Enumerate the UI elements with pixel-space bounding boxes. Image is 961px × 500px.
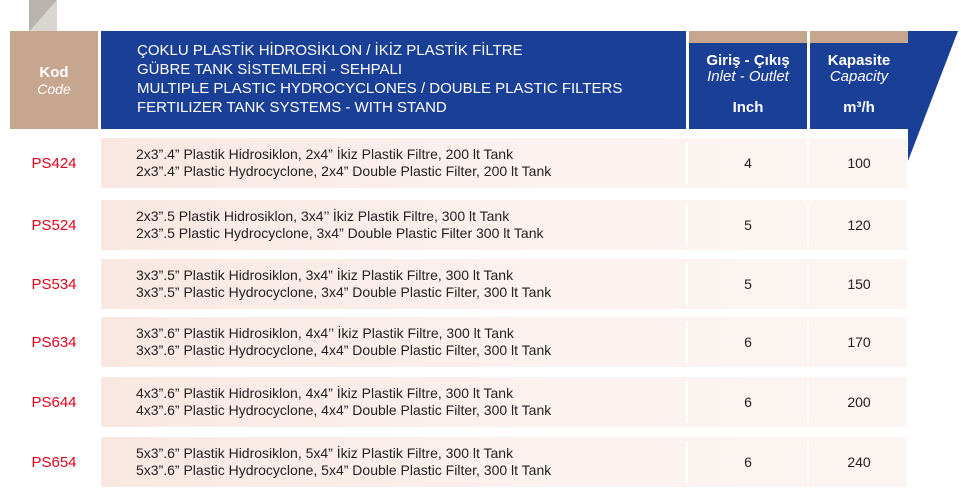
row-code: PS654 xyxy=(31,453,77,471)
description-column-header xyxy=(101,31,686,129)
row-description-tr: 5x3”.6” Plastik Hidrosiklon, 5x4” İkiz Plastik Filtre, 300 lt Tank xyxy=(136,445,514,461)
row-description xyxy=(136,146,551,180)
table-row xyxy=(0,259,961,309)
column-separator xyxy=(686,321,688,363)
row-inch: 4 xyxy=(744,155,752,171)
row-capacity: 200 xyxy=(847,394,871,410)
row-capacity: 150 xyxy=(847,276,871,292)
column-separator xyxy=(686,441,688,483)
row-description-tr: 3x3”.5” Plastik Hidrosiklon, 3x4” İkiz Plastik Filtre, 300 lt Tank xyxy=(136,267,514,283)
row-description-en: 2x3”.4” Plastic Hydrocyclone, 2x4” Double Plastic Filter, 200 lt Tank xyxy=(136,163,552,179)
row-capacity: 240 xyxy=(847,454,871,470)
column-separator xyxy=(807,142,809,184)
code-column-header xyxy=(10,31,98,129)
row-capacity: 100 xyxy=(847,155,871,171)
row-description-tr: 4x3”.6” Plastik Hidrosiklon, 4x4” İkiz Plastik Filtre, 300 lt Tank xyxy=(136,385,514,401)
io-header-tab xyxy=(689,31,807,43)
row-code: PS534 xyxy=(31,275,77,293)
row-description-en: 3x3”.6” Plastic Hydrocyclone, 4x4” Double Plastic Filter, 300 lt Tank xyxy=(136,342,552,358)
io-unit: Inch xyxy=(732,99,764,116)
row-description-tr: 2x3”.4” Plastik Hidrosiklon, 2x4” İkiz Plastik Filtre, 200 lt Tank xyxy=(136,146,514,162)
row-capacity: 120 xyxy=(847,217,871,233)
row-inch: 5 xyxy=(744,276,752,292)
table-row xyxy=(0,437,961,487)
column-separator xyxy=(686,381,688,423)
table-row xyxy=(0,377,961,427)
capacity-label-en: Capacity xyxy=(829,68,889,85)
column-separator xyxy=(807,321,809,363)
table-row xyxy=(0,317,961,367)
capacity-header-tab xyxy=(810,31,908,43)
table-row xyxy=(0,200,961,250)
row-description-en: 4x3”.6” Plastic Hydrocyclone, 4x4” Double Plastic Filter, 300 lt Tank xyxy=(136,402,552,418)
row-description-tr: 3x3”.6” Plastik Hidrosiklon, 4x4’’ İkiz Plastik Filtre, 300 lt Tank xyxy=(136,325,514,341)
column-separator xyxy=(807,204,809,246)
row-description-en: 3x3”.5” Plastic Hydrocyclone, 3x4” Double Plastic Filter, 300 lt Tank xyxy=(136,284,552,300)
row-code: PS634 xyxy=(31,333,77,351)
row-description xyxy=(136,445,551,479)
row-code: PS424 xyxy=(31,154,77,172)
capacity-unit: m³/h xyxy=(843,99,875,116)
row-capacity: 170 xyxy=(847,334,871,350)
row-description xyxy=(136,267,551,301)
column-separator xyxy=(807,263,809,305)
io-label-en: Inlet - Outlet xyxy=(707,68,789,85)
capacity-label: Kapasite xyxy=(827,52,891,69)
column-separator xyxy=(686,263,688,305)
description-line-4: FERTILIZER TANK SYSTEMS - WITH STAND xyxy=(137,99,447,116)
capacity-column-header xyxy=(810,31,908,129)
row-inch: 6 xyxy=(744,334,752,350)
row-description-en: 2x3”.5 Plastic Hydrocyclone, 3x4” Double Plastic Filter 300 lt Tank xyxy=(136,225,544,241)
table-row xyxy=(0,138,961,188)
inlet-outlet-column-header xyxy=(689,31,807,129)
code-label-en: Code xyxy=(37,80,71,97)
row-code: PS644 xyxy=(31,393,77,411)
code-label: Kod xyxy=(39,63,69,81)
row-description-en: 5x3”.6” Plastic Hydrocyclone, 5x4” Double Plastic Filter, 300 lt Tank xyxy=(136,462,552,478)
description-line-3: MULTIPLE PLASTIC HYDROCYCLONES / DOUBLE PLASTIC FILTERS xyxy=(137,80,623,97)
description-line-1: ÇOKLU PLASTİK HİDROSİKLON / İKİZ PLASTİK FİLTRE xyxy=(137,42,523,59)
io-label: Giriş - Çıkış xyxy=(706,52,790,69)
row-inch: 5 xyxy=(744,217,752,233)
column-separator xyxy=(686,204,688,246)
column-separator xyxy=(686,142,688,184)
column-separator xyxy=(807,441,809,483)
column-separator xyxy=(807,381,809,423)
row-inch: 6 xyxy=(744,394,752,410)
row-description-tr: 2x3”.5 Plastik Hidrosiklon, 3x4’’ İkiz Plastik Filtre, 300 lt Tank xyxy=(136,208,510,224)
row-description xyxy=(136,208,543,242)
row-description xyxy=(136,385,551,419)
row-description xyxy=(136,325,551,359)
row-inch: 6 xyxy=(744,454,752,470)
description-line-2: GÜBRE TANK SİSTEMLERİ - SEHPALI xyxy=(137,61,403,78)
row-code: PS524 xyxy=(31,216,77,234)
